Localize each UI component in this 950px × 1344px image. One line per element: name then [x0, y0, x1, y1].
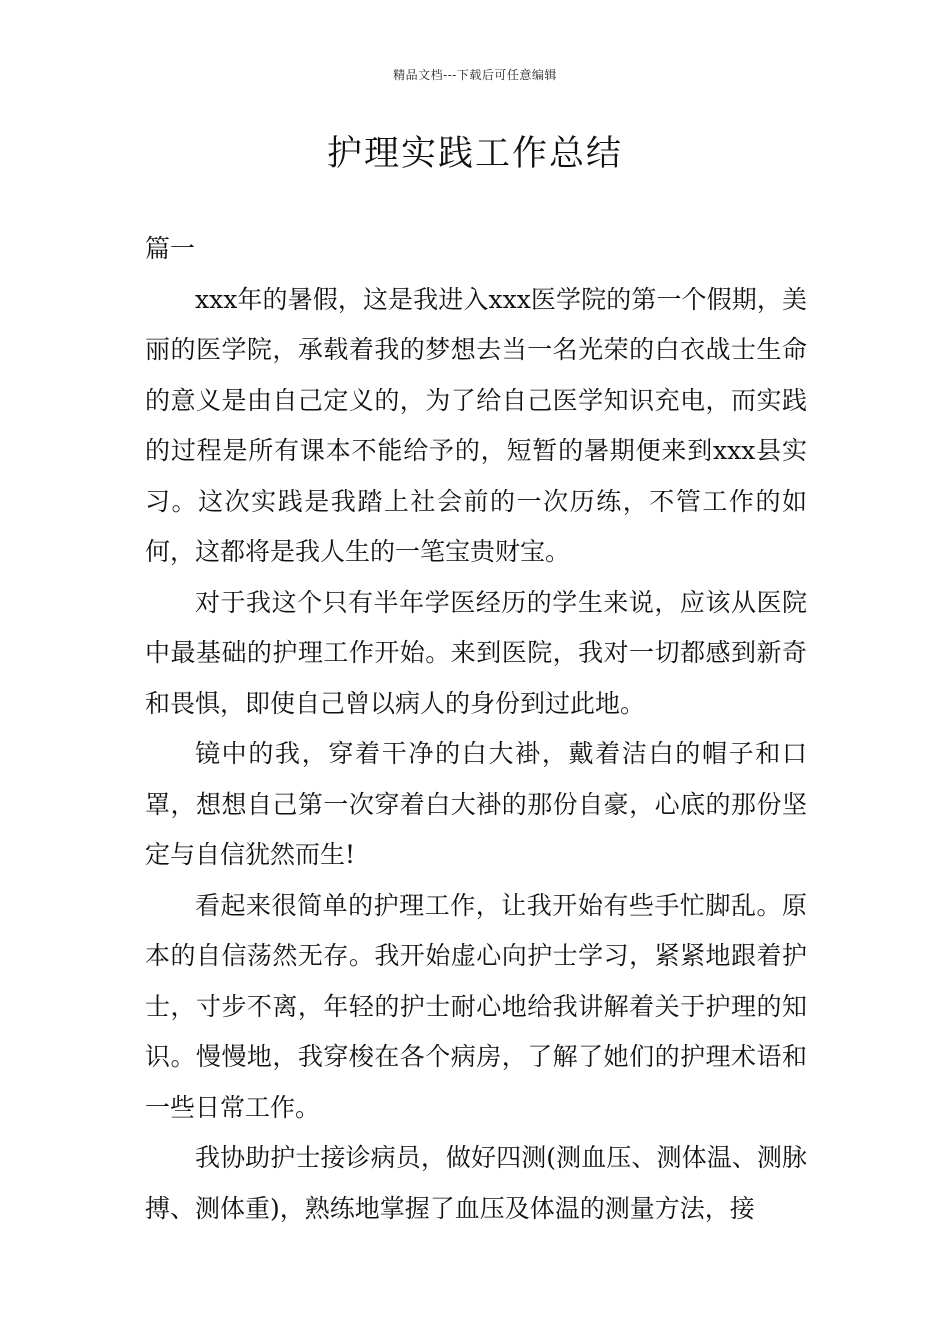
paragraph-5: 我协助护士接诊病员，做好四测(测血压、测体温、测脉搏、测体重)，熟练地掌握了血压及体温的测量方法，接: [145, 1143, 807, 1223]
section-label: 篇一: [145, 234, 196, 263]
paragraph-2: 对于我这个只有半年学医经历的学生来说，应该从医院中最基础的护理工作开始。来到医院，我对一切都感到新奇和畏惧，即使自己曾以病人的身份到过此地。: [145, 587, 807, 718]
document-body: [145, 224, 807, 1234]
document-title: 护理实践工作总结: [326, 134, 623, 174]
header-note: 精品文档---下载后可任意编辑: [393, 68, 557, 82]
paragraph-3: 镜中的我，穿着干净的白大褂，戴着洁白的帽子和口罩，想想自己第一次穿着白大褂的那份自豪，心底的那份坚定与自信犹然而生!: [145, 739, 807, 869]
paragraph-4: 看起来很简单的护理工作，让我开始有些手忙脚乱。原本的自信荡然无存。我开始虚心向护士学习，紧紧地跟着护士，寸步不离，年轻的护士耐心地给我讲解着关于护理的知识。慢慢地，我穿梭在各个病房，了解了她们的护理术语和一些日常工作。: [145, 890, 807, 1122]
paragraph-1: xxx年的暑假，这是我进入xxx医学院的第一个假期，美丽的医学院，承载着我的梦想去当一名光荣的白衣战士生命的意义是由自己定义的，为了给自己医学知识充电，而实践的过程是所有课本不能给予的，短暂的暑期便来到xxx县实习。这次实践是我踏上社会前的一次历练，不管工作的如何，这都将是我人生的一笔宝贵财宝。: [145, 284, 807, 566]
